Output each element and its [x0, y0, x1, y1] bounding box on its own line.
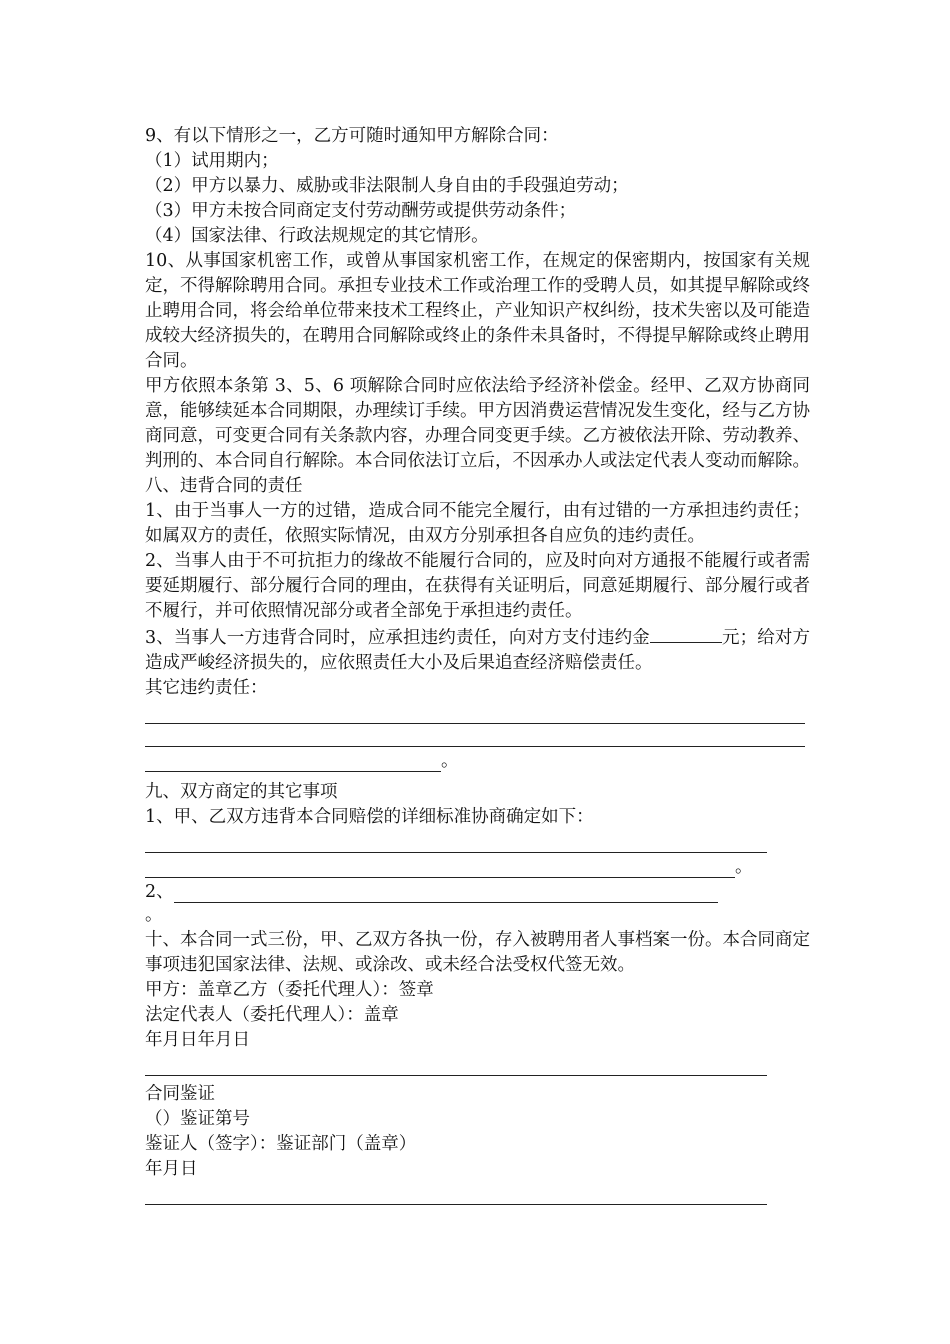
blank-line[interactable]: [145, 830, 767, 853]
clause-9-item-4: （4）国家法律、行政法规规定的其它情形。: [145, 226, 489, 246]
blank-line[interactable]: [145, 857, 735, 878]
section-10: 十、本合同一式三份，甲、乙双方各执一份，存入被聘用者人事档案一份。本合同商定事项违犯国家法律、法规、或涂改、或未经合法受权代签无效。: [145, 930, 810, 975]
verification-heading: 合同鉴证: [145, 1084, 215, 1104]
section-9-item-2: [145, 878, 810, 903]
separator-line: [145, 1053, 767, 1076]
signature-line-2: 法定代表人（委托代理人）：盖章: [145, 1005, 399, 1025]
clause-9: 9、有以下情形之一，乙方可随时通知甲方解除合同：: [145, 126, 559, 146]
section-9-heading: 九、双方商定的其它事项: [145, 782, 338, 802]
blank-line-end: [145, 853, 810, 878]
other-liability-label: 其它违约责任：: [145, 678, 268, 698]
blank-line[interactable]: [145, 724, 805, 747]
clause-9-item-1: （1）试用期内；: [145, 151, 279, 171]
signature-date: 年月日年月日: [145, 1030, 250, 1050]
verification-date: 年月日: [145, 1159, 198, 1179]
verification-number: （）鉴证第号: [145, 1109, 250, 1129]
penalty-amount-blank[interactable]: [650, 624, 722, 643]
period-mark: 。: [441, 751, 459, 771]
breach-item-3-text-a: 3、当事人一方违背合同时，应承担违约责任，向对方支付违约金: [145, 628, 650, 648]
separator-line: [145, 1182, 767, 1205]
section-9-item-1: 1、甲、乙双方违背本合同赔偿的详细标准协商确定如下：: [145, 807, 594, 827]
blank-line[interactable]: [145, 751, 441, 772]
period-mark: 。: [735, 857, 753, 877]
breach-item-3: [145, 624, 810, 676]
signature-line-1: 甲方：盖章乙方（委托代理人）：签章: [145, 980, 434, 1000]
clause-10: 10、从事国家机密工作，或曾从事国家机密工作，在规定的保密期内，按国家有关规定，不得解除聘用合同。承担专业技术工作或治理工作的受聘人员，如其提早解除或终止聘用合同，将会给单位带来技术工程终止，产业知识产权纠纷，技术失密以及可能造成较大经济损失的，在聘用合同解除或终止的条件未具备时，不得提早解除或终止聘用合同。: [145, 251, 810, 371]
compensation-paragraph: 甲方依照本条第 3、5、6 项解除合同时应依法给予经济补偿金。经甲、乙双方协商同意，能够续延本合同期限，办理续订手续。甲方因消费运营情况发生变化，经与乙方协商同意，可变更合同有关条款内容，办理合同变更手续。乙方被依法开除、劳动教养、判刑的、本合同自行解除。本合同依法订立后，不因承办人或法定代表人变动而解除。八、违背合同的责任: [145, 376, 810, 496]
breach-item-1: 1、由于当事人一方的过错，造成合同不能完全履行，由有过错的一方承担违约责任；如属双方的责任，依照实际情况，由双方分别承担各自应负的违约责任。: [145, 501, 810, 546]
contract-text: [145, 124, 810, 1205]
clause-9-item-2: （2）甲方以暴力、威胁或非法限制人身自由的手段强迫劳动；: [145, 176, 629, 196]
blank-line-end: [145, 747, 810, 772]
blank-line[interactable]: [174, 882, 718, 903]
breach-item-2: 2、当事人由于不可抗拒力的缘故不能履行合同的，应及时向对方通报不能履行或者需要延期履行、部分履行合同的理由，在获得有关证明后，同意延期履行、部分履行或者不履行，并可依照情况部分或者全部免于承担违约责任。: [145, 551, 810, 621]
breach-item-3-text-b: 元；给对方造成严峻经济损失的，应依照责任大小及后果追查经济赔偿责任。: [145, 628, 811, 673]
section-9-item-2-number: 2、: [145, 882, 174, 902]
clause-9-item-3: （3）甲方未按合同商定支付劳动酬劳或提供劳动条件；: [145, 201, 577, 221]
period-mark: 。: [145, 905, 163, 925]
verification-person: 鉴证人（签字）：鉴证部门（盖章）: [145, 1134, 417, 1154]
blank-line[interactable]: [145, 701, 805, 724]
